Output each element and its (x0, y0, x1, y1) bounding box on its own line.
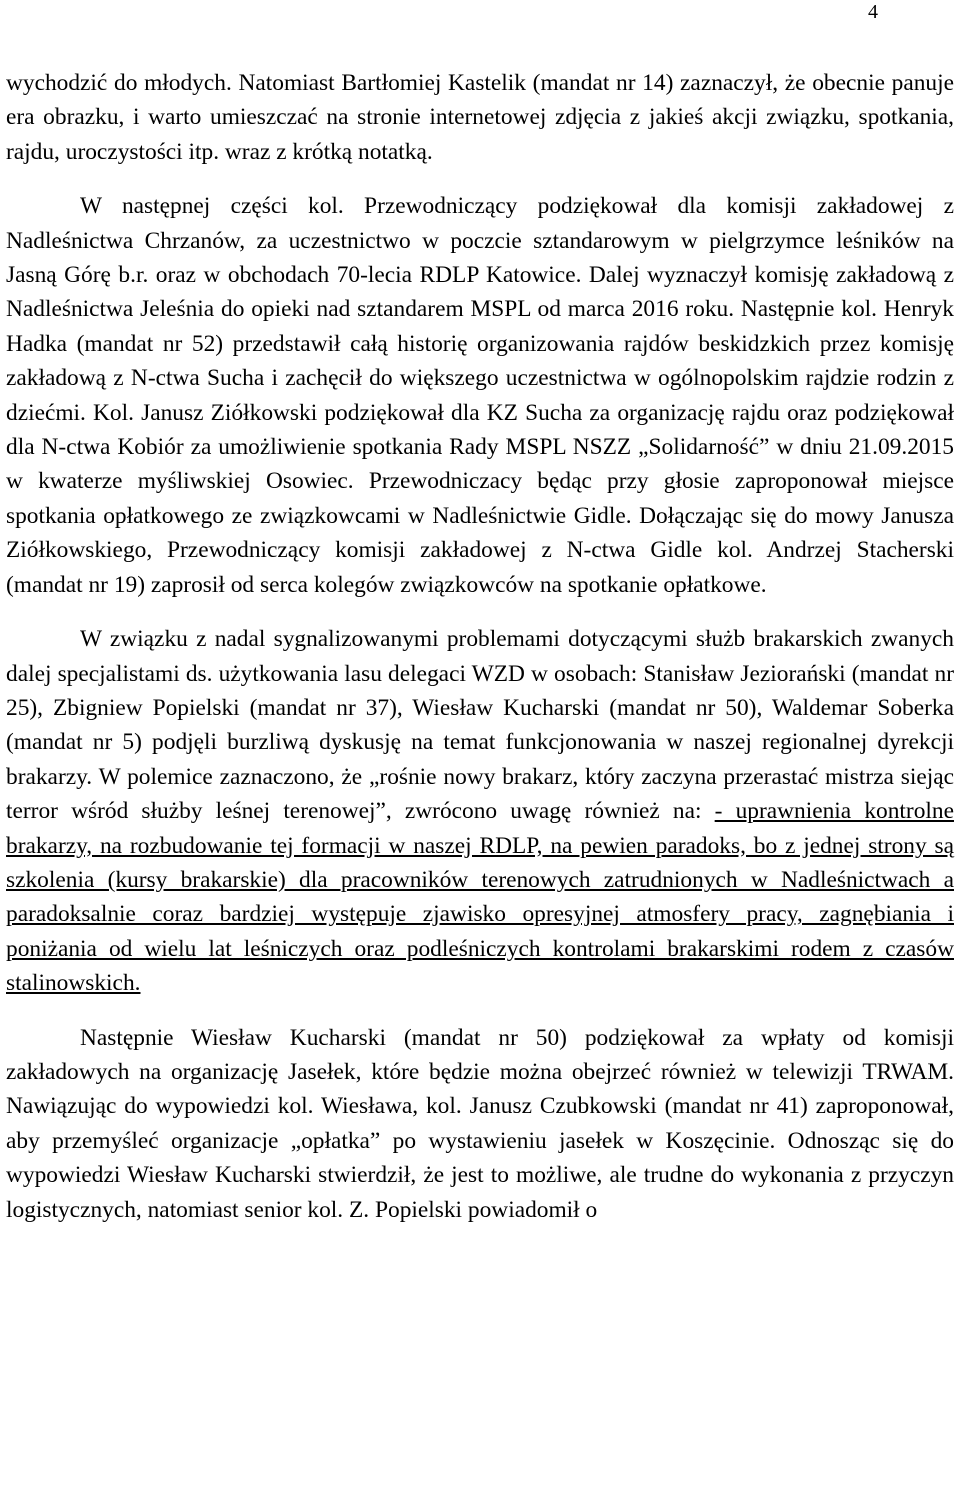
paragraph-4 (6, 1021, 954, 1227)
paragraph-3-text: W związku z nadal sygnalizowanymi problemami dotyczącymi służb brakarskich zwanych dalej specjalistami ds. użytkowania lasu delegaci WZD w osobach: Stanisław Jeziorański (mandat nr 25), Zbigniew Popielski (mandat nr 37), Wiesław Kucharski (mandat nr 50), Waldemar Soberka (mandat nr 5) podjęli burzliwą dyskusję na temat funkcjonowania w naszej regionalnej dyrekcji brakarzy. W polemice zaznaczono, że „rośnie nowy brakarz, który zaczyna przerastać mistrza siejąc terror wśród służby leśnej terenowej”, zwrócono uwagę również na: (6, 626, 954, 825)
document-body (6, 66, 954, 1227)
paragraph-2 (6, 189, 954, 602)
paragraph-2-text: W następnej części kol. Przewodniczący podziękował dla komisji zakładowej z Nadleśnictwa Chrzanów, za uczestnictwo w poczcie sztandarowym w pielgrzymce leśników na Jasną Górę b.r. oraz w obchodach 70-lecia RDLP Katowice. Dalej wyznaczył komisję zakładową z Nadleśnictwa Jeleśnia do opieki nad sztandarem MSPL od marca 2016 roku. Następnie kol. Henryk Hadka (mandat nr 52) przedstawił całą historię organizowania rajdów beskidzkich przez komisję zakładową z N-ctwa Sucha i zachęcił do większego uczestnictwa w ogólnopolskim rajdzie rodzin z dziećmi. Kol. Janusz Ziółkowski podziękował dla KZ Sucha za organizację rajdu oraz podziękował dla N-ctwa Kobiór za umożliwienie spotkania Rady MSPL NSZZ „Solidarność” w dniu 21.09.2015 w kwaterze myśliwskiej Osowiec. Przewodniczacy będąc przy głosie zaproponował miejsce spotkania opłatkowego ze związkowcami w Nadleśnictwie Gidle. Dołączając się do mowy Janusza Ziółkowskiego, Przewodniczący komisji zakładowej z N-ctwa Gidle kol. Andrzej Stacherski (mandat nr 19) zaprosił od serca kolegów związkowców na spotkanie opłatkowe. (6, 193, 954, 598)
paragraph-3 (6, 622, 954, 1000)
paragraph-1-text: wychodzić do młodych. Natomiast Bartłomiej Kastelik (mandat nr 14) zaznaczył, że obecnie panuje era obrazku, i warto umieszczać na stronie internetowej zdjęcia z jakieś akcji związku, spotkania, rajdu, uroczystości itp. wraz z krótką notatką. (6, 70, 954, 165)
paragraph-3-underlined-text: - uprawnienia kontrolne brakarzy, na rozbudowanie tej formacji w naszej RDLP, na pewien paradoks, bo z jednej strony są szkolenia (kursy brakarskie) dla pracowników terenowych zatrudnionych w Nadleśnictwach a paradoksalnie coraz bardziej występuje zjawisko opresyjnej atmosfery pracy, zagnębiania i poniżania od wielu lat leśniczych oraz podleśniczych kontrolami brakarskimi rodem z czasów stalinowskich. (6, 798, 954, 997)
paragraph-1 (6, 66, 954, 169)
paragraph-4-text: Następnie Wiesław Kucharski (mandat nr 50) podziękował za wpłaty od komisji zakładowych na organizację Jasełek, które będzie można obejrzeć również w telewizji TRWAM. Nawiązując do wypowiedzi kol. Wiesława, kol. Janusz Czubkowski (mandat nr 41) zaproponował, aby przemyśleć organizacje „opłatka” po wystawieniu jasełek w Koszęcinie. Odnosząc się do wypowiedzi Wiesław Kucharski stwierdził, że jest to możliwe, ale trudne do wykonania z przyczyn logistycznych, natomiast senior kol. Z. Popielski powiadomił o (6, 1024, 954, 1223)
page-number: 4 (868, 1, 878, 23)
